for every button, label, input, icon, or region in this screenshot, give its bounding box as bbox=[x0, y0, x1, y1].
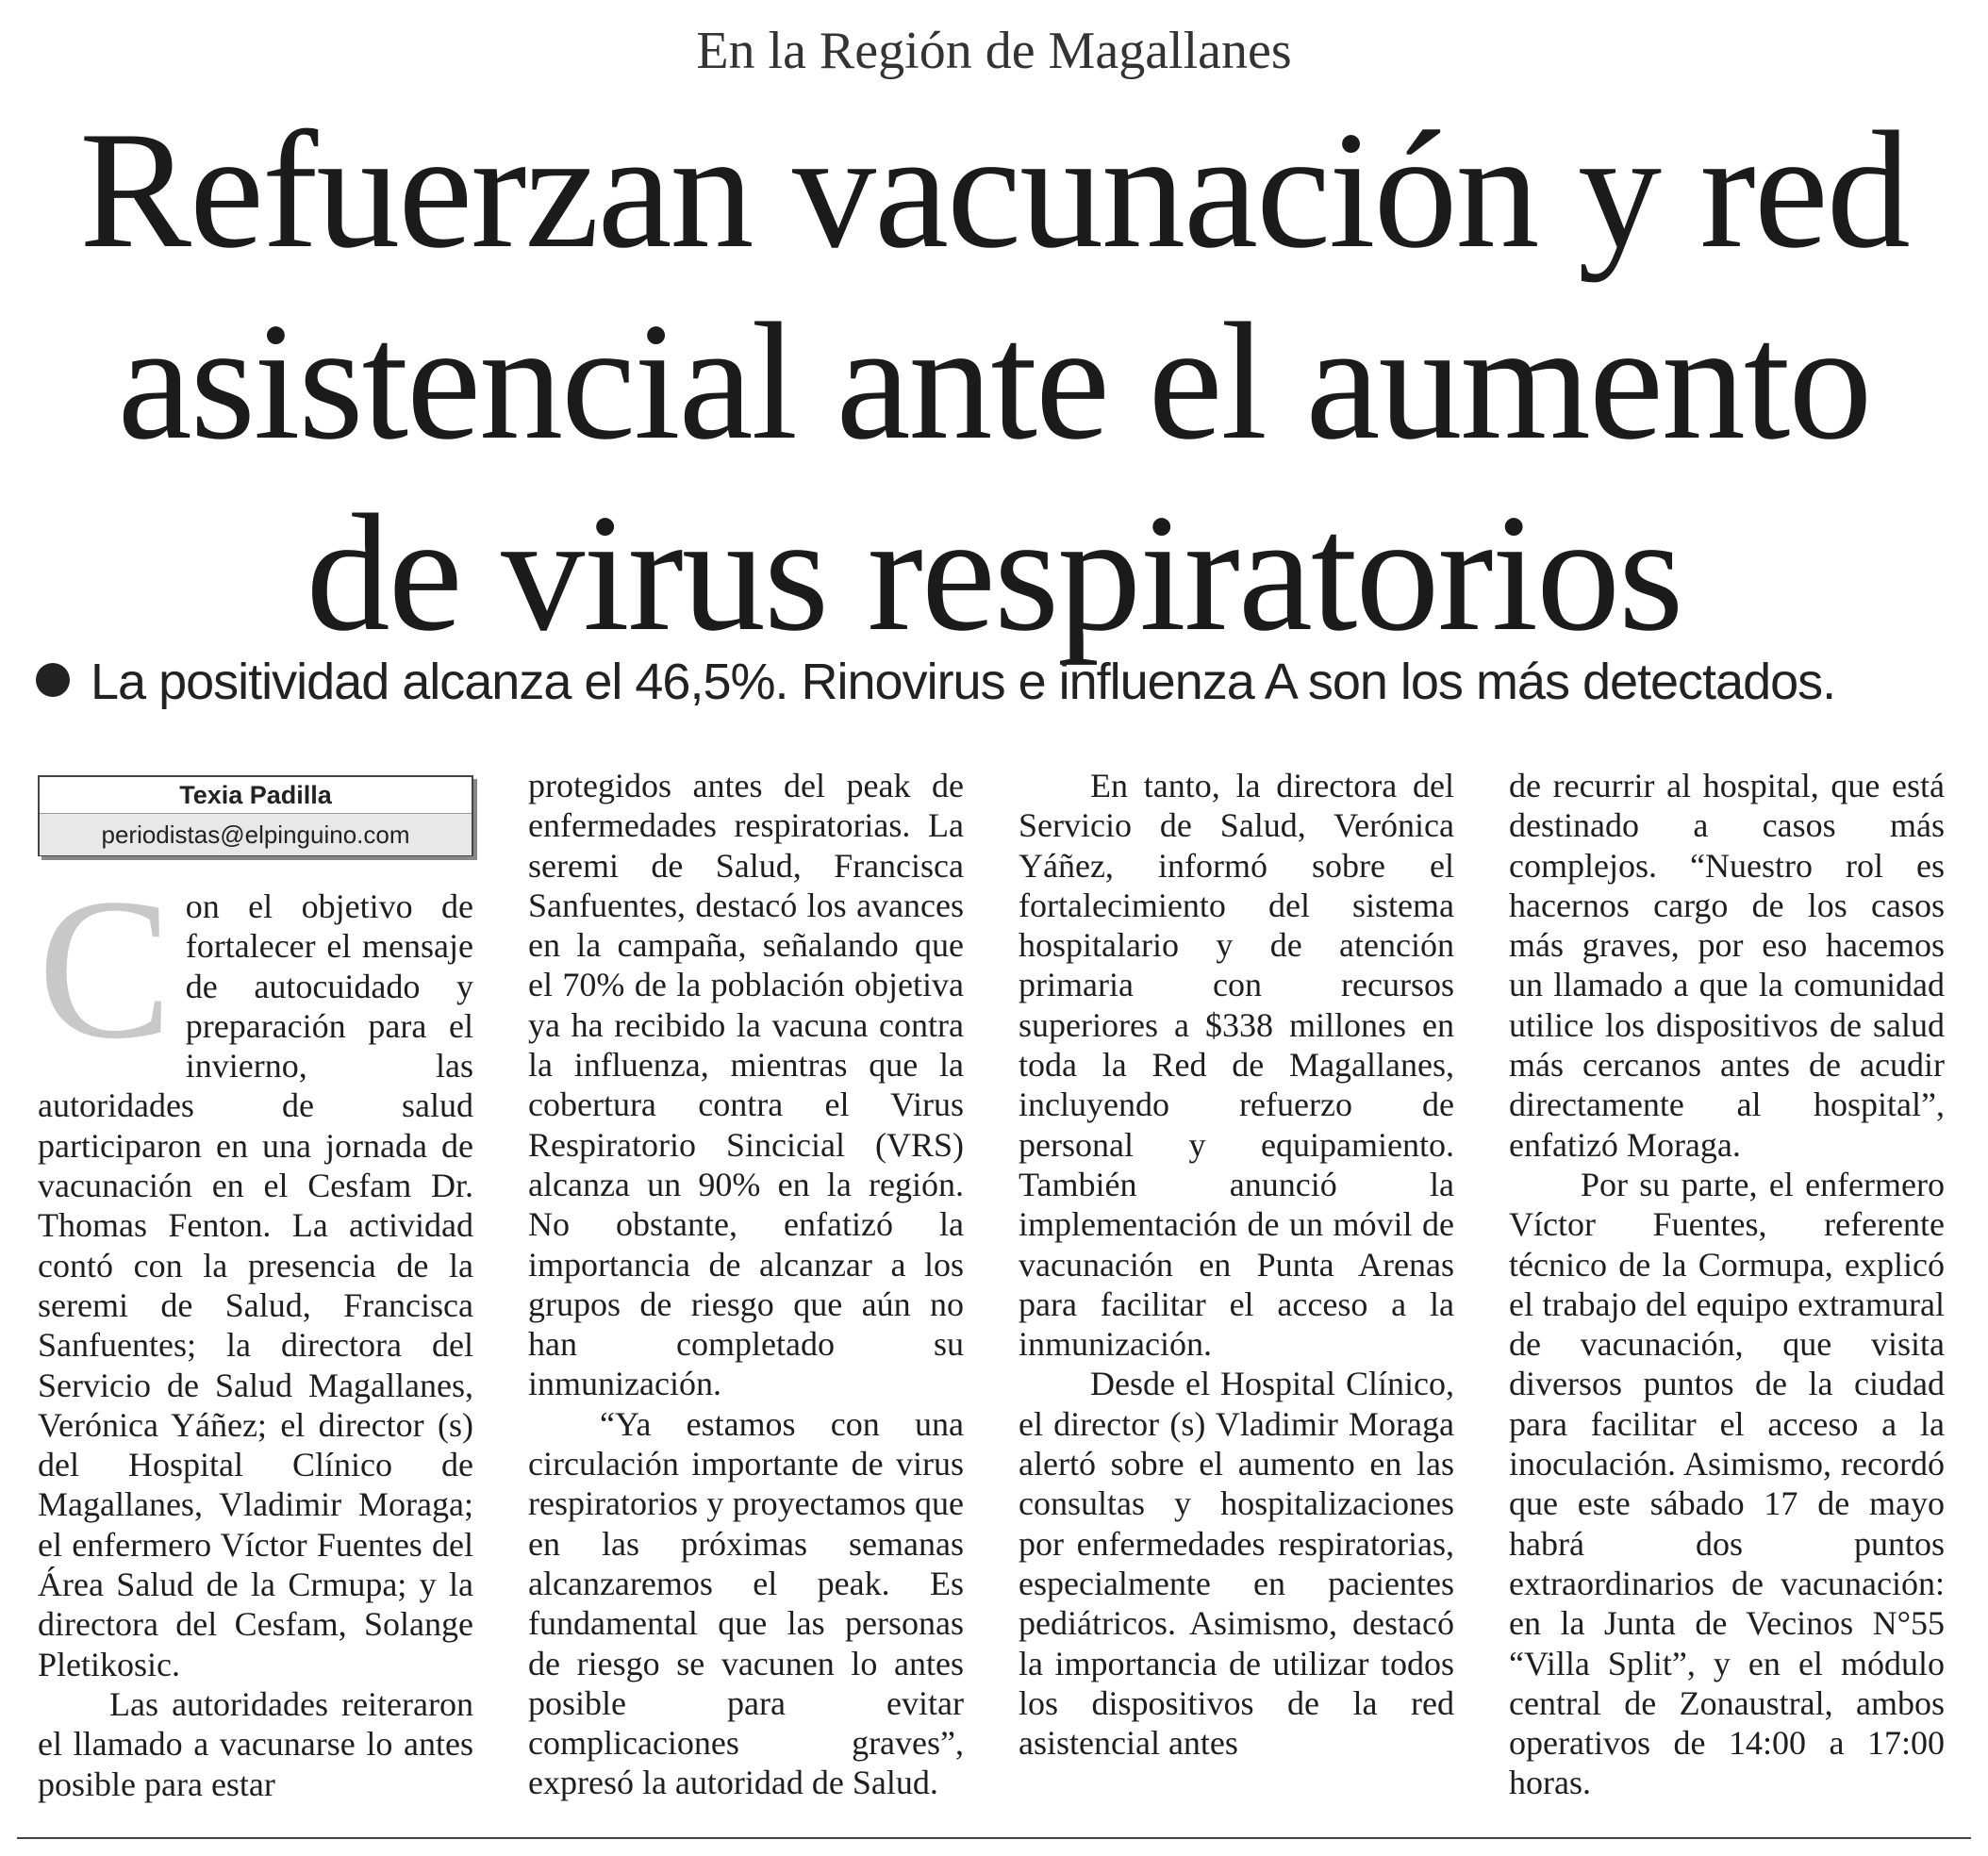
drop-cap: C bbox=[38, 857, 173, 1081]
byline-email: periodistas@elpinguino.com bbox=[40, 813, 472, 855]
byline-box bbox=[38, 775, 473, 856]
paragraph: Las autoridades reiteraron el llamado a vacunarse lo antes posible para estar bbox=[38, 1684, 473, 1803]
kicker: En la Región de Magallanes bbox=[696, 22, 1292, 80]
column-2 bbox=[528, 766, 964, 1803]
headline bbox=[38, 94, 1950, 669]
bullet-icon bbox=[36, 663, 70, 697]
headline-line: de virus respiratorios bbox=[306, 479, 1682, 666]
paragraph: Con el objetivo de fortalecer el mensaje de autocuidado y preparación para el invierno, las autoridades de salud participaron en una jornada de vacunación en el Cesfam Dr. Thomas Fenton. La actividad contó con la presencia de la seremi de Salud, Francisca Sanfuentes; la directora del Servicio de Salud Magallanes, Verónica Yáñez; el director (s) del Hospital Clínico de Magallanes, Vladimir Moraga; el enfermero Víctor Fuentes del Área Salud de la Crmupa; y la directora del Cesfam, Solange Pletikosic. bbox=[38, 857, 473, 1683]
paragraph: En tanto, la directora del Servicio de Salud, Verónica Yáñez, informó sobre el fortalecimiento del sistema hospitalario y de atención primaria con recursos superiores a $338 millones en toda la Red de Magallanes, incluyendo refuerzo de personal y equipamiento. También anunció la implementación de un móvil de vacunación en Punta Arenas para facilitar el acceso a la inmunización. bbox=[1019, 767, 1454, 1364]
paragraph: protegidos antes del peak de enfermedades respiratorias. La seremi de Salud, Francisca Sanfuentes, destacó los avances en la campaña, señalando que el 70% de la población objetiva ya ha recibido la vacuna contra la influenza, mientras que la cobertura contra el Virus Respiratorio Sincicial (VRS) alcanza un 90% en la región. No obstante, enfatizó la importancia de alcanzar a los grupos de riesgo que aún no han completado su inmunización. bbox=[528, 767, 964, 1403]
byline-author: Texia Padilla bbox=[179, 781, 332, 809]
column-3 bbox=[1019, 766, 1454, 1763]
paragraph: “Ya estamos con una circulación importante de virus respiratorios y proyectamos que en las próximas semanas alcanzaremos el peak. Es fundamental que las personas de riesgo se vacunen lo antes posible para evitar complicaciones graves”, expresó la autoridad de Salud. bbox=[528, 1404, 964, 1802]
subheadline bbox=[36, 653, 1960, 711]
paragraph: Por su parte, el enfermero Víctor Fuentes, referente técnico de la Cormupa, explicó el trabajo del equipo extramural de vacunación, que visita diversos puntos de la ciudad para facilitar el acceso a la inoculación. Asimismo, recordó que este sábado 17 de mayo habrá dos puntos extraordinarios de vacunación: en la Junta de Vecinos N°55 “Villa Split”, y en el módulo central de Zonaustral, ambos operativos de 14:00 a 17:00 horas. bbox=[1509, 1165, 1945, 1802]
headline-line: asistencial ante el aumento bbox=[117, 288, 1871, 474]
bottom-divider bbox=[17, 1837, 1971, 1839]
headline-line: Refuerzan vacunación y red bbox=[79, 96, 1909, 283]
paragraph: Desde el Hospital Clínico, el director (s) Vladimir Moraga alertó sobre el aumento en las consultas y hospitalizaciones por enfermedades respiratorias, especialmente en pacientes pediátricos. Asimismo, destacó la importancia de utilizar todos los dispositivos de la red asistencial antes bbox=[1019, 1365, 1454, 1763]
paragraph: de recurrir al hospital, que está destinado a casos más complejos. “Nuestro rol es hacernos cargo de los casos más graves, por eso hacemos un llamado a que la comunidad utilice los dispositivos de salud más cercanos antes de acudir directamente al hospital”, enfatizó Moraga. bbox=[1509, 767, 1945, 1164]
subheadline-text: La positividad alcanza el 46,5%. Rinovirus e influenza A son los más detectados. bbox=[91, 654, 1836, 710]
column-4 bbox=[1509, 766, 1945, 1803]
column-1 bbox=[38, 857, 473, 1804]
